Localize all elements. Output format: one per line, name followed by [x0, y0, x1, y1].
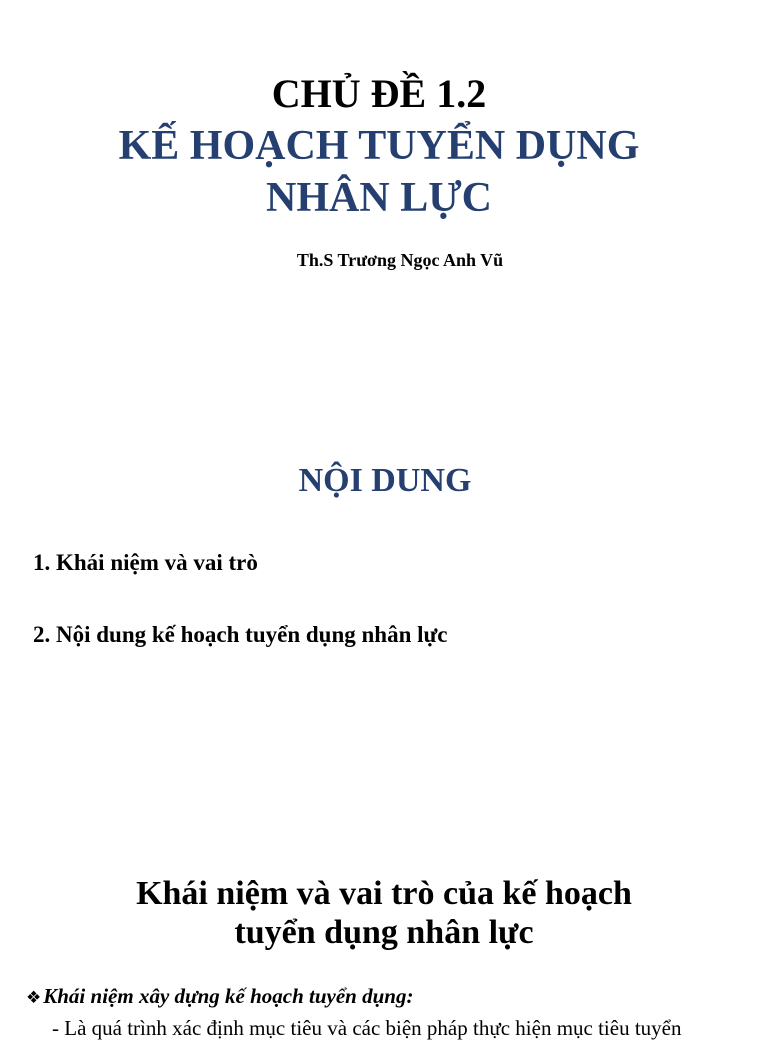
slide-title-line2: NHÂN LỰC: [266, 175, 492, 221]
concept-heading-line1: Khái niệm và vai trò của kế hoạch: [136, 875, 632, 912]
contents-item: 2. Nội dung kế hoạch tuyển dụng nhân lực: [33, 622, 448, 647]
diamond-bullet-icon: ❖: [26, 988, 42, 1008]
bullet-item: [26, 982, 413, 1012]
concept-heading-line2: tuyển dụng nhân lực: [234, 914, 534, 951]
concept-heading: [0, 874, 768, 952]
concept-slide: [0, 860, 768, 1040]
bullet-text: Khái niệm xây dựng kế hoạch tuyển dụng:: [43, 984, 414, 1008]
contents-item: 1. Khái niệm và vai trò: [33, 550, 258, 575]
title-slide: [0, 0, 768, 420]
topic-number: CHỦ ĐỀ 1.2: [271, 71, 487, 116]
slide-title-line1: KẾ HOẠCH TUYỂN DỤNG: [118, 123, 640, 169]
body-text-line: - Là quá trình xác định mục tiêu và các biện pháp thực hiện mục tiêu tuyển: [52, 1016, 682, 1040]
contents-slide: [0, 420, 768, 840]
contents-heading: NỘI DUNG: [298, 462, 472, 499]
author-name: Th.S Trương Ngọc Anh Vũ: [296, 250, 504, 270]
slide-title: [0, 120, 758, 224]
